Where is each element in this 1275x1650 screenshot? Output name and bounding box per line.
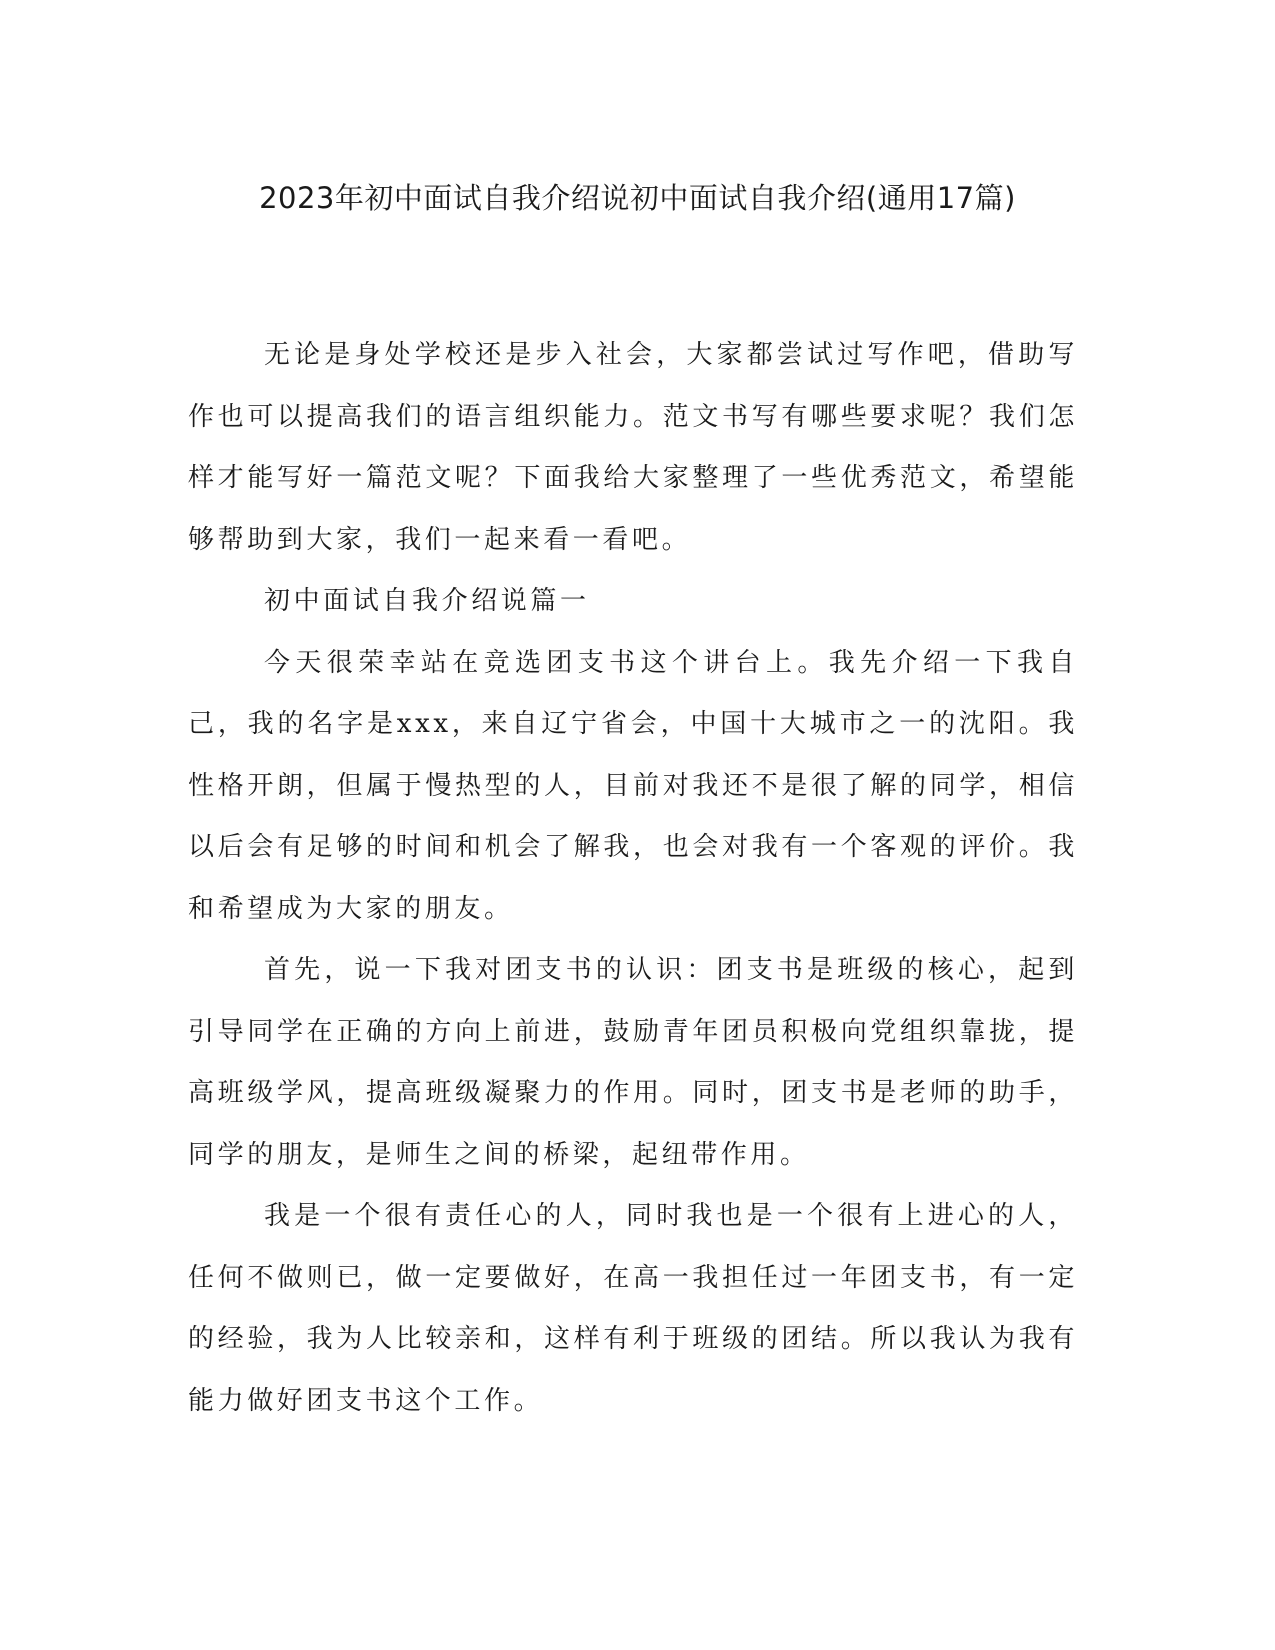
body-paragraph: 首先，说一下我对团支书的认识：团支书是班级的核心，起到引导同学在正确的方向上前进，鼓励青年团员积极向党组织靠拢，提高班级学风，提高班级凝聚力的作用。同时，团支书是老师的助手，同学的朋友，是师生之间的桥梁，起纽带作用。: [188, 955, 1078, 1170]
document-title: 2023年初中面试自我介绍说初中面试自我介绍(通用17篇): [259, 181, 1016, 215]
document-body: [188, 325, 1078, 1432]
body-paragraph: 我是一个很有责任心的人，同时我也是一个很有上进心的人，任何不做则已，做一定要做好，在高一我担任过一年团支书，有一定的经验，我为人比较亲和，这样有利于班级的团结。所以我认为我有能力做好团支书这个工作。: [188, 1201, 1078, 1416]
intro-paragraph: 无论是身处学校还是步入社会，大家都尝试过写作吧，借助写作也可以提高我们的语言组织能力。范文书写有哪些要求呢？我们怎样才能写好一篇范文呢？下面我给大家整理了一些优秀范文，希望能够帮助到大家，我们一起来看一看吧。: [188, 340, 1078, 555]
section-heading: 初中面试自我介绍说篇一: [264, 586, 590, 616]
body-paragraph: 今天很荣幸站在竞选团支书这个讲台上。我先介绍一下我自己，我的名字是xxx，来自辽宁省会，中国十大城市之一的沈阳。我性格开朗，但属于慢热型的人，目前对我还不是很了解的同学，相信以后会有足够的时间和机会了解我，也会对我有一个客观的评价。我和希望成为大家的朋友。: [188, 647, 1078, 924]
